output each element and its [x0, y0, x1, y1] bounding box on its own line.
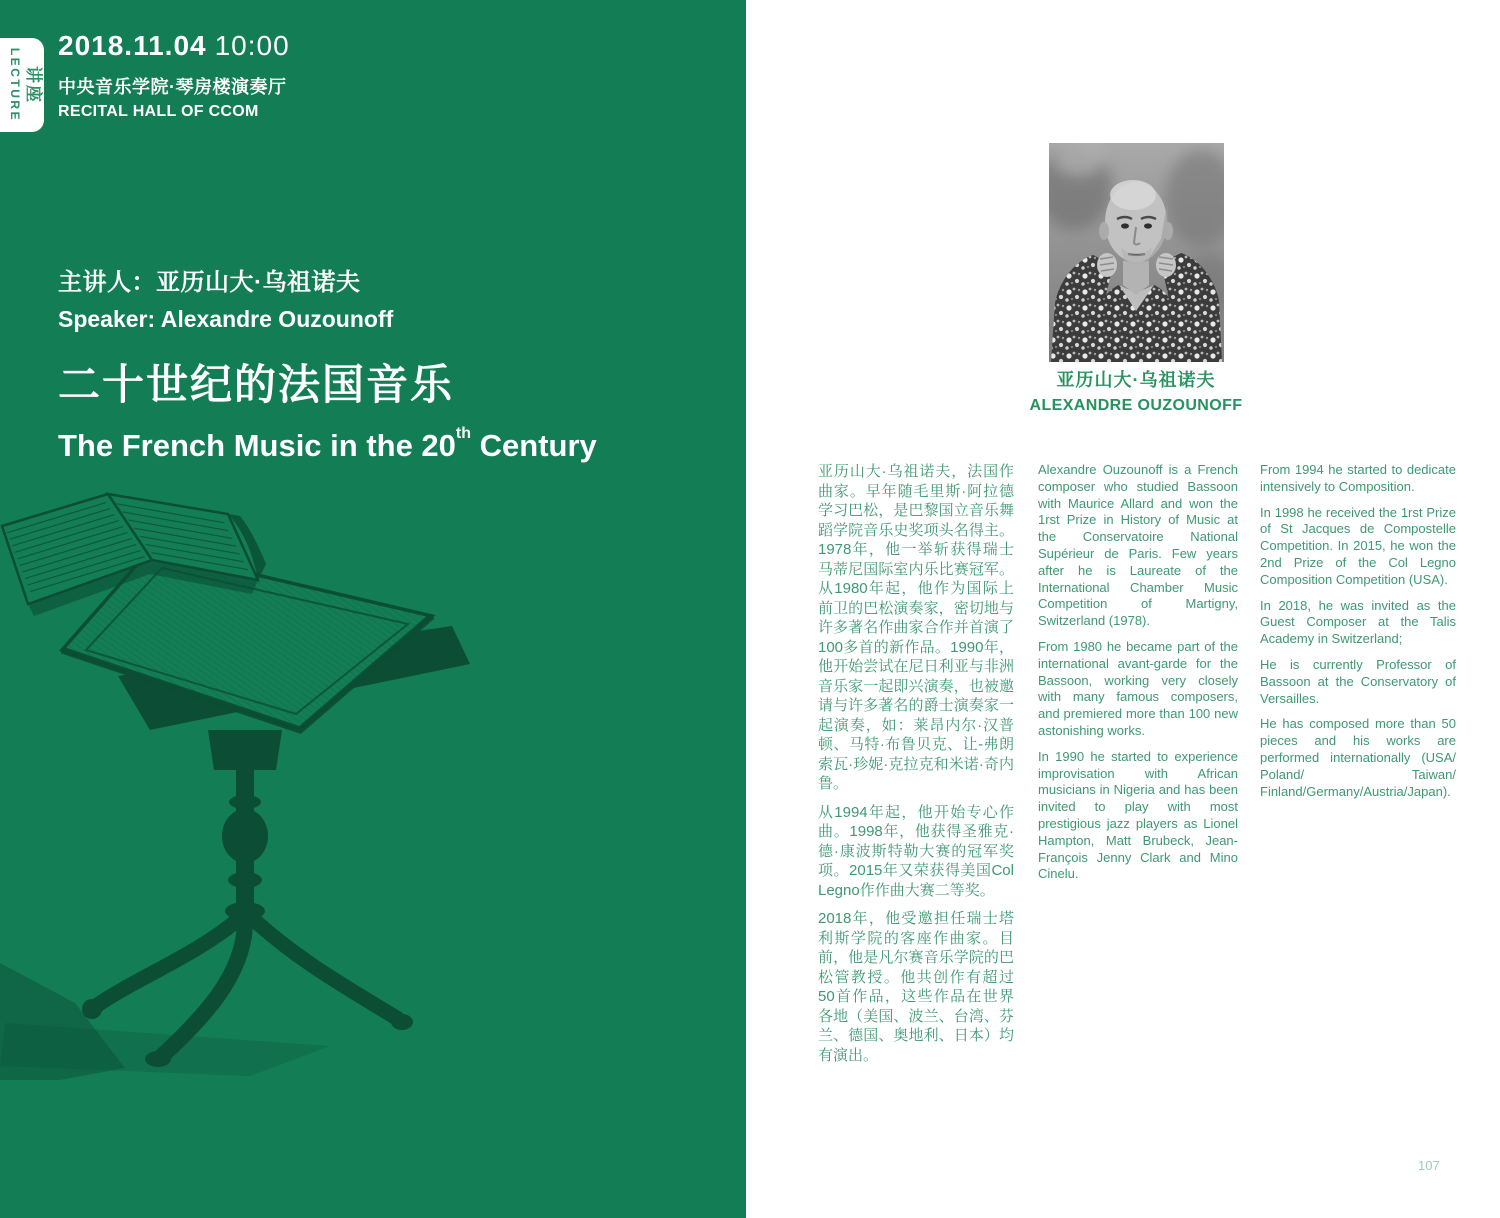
biography-columns: [818, 462, 1456, 1074]
bio-paragraph: In 1990 he started to experience improvisation with African musicians in Nigeria and has been invited to play with most prestigious jazz players as Lionel Hampton, Matt Brubeck, Jean-François Jenny Clark and Mino Cinelu.: [1038, 748, 1238, 882]
title-en-superscript: th: [455, 425, 472, 442]
bio-paragraph: 2018年，他受邀担任瑞士塔利斯学院的客座作曲家。目前，他是凡尔赛音乐学院的巴松管教授。他共创作有超过50首作品，这些作品在世界各地（美国、波兰、台湾、芬兰、德国、奥地利、日本）均有演出。: [818, 910, 1014, 1064]
speaker-cn: 主讲人：亚历山大·乌祖诺夫: [58, 269, 361, 296]
venue-en: RECITAL HALL OF CCOM: [58, 103, 259, 120]
tab-label-en: LECTURE: [8, 47, 22, 123]
title-en-tail: Century: [471, 428, 597, 463]
event-time: 10:00: [214, 30, 290, 61]
lecture-title-en: [58, 425, 597, 464]
speaker-name-cn: 亚历山大·乌祖诺夫: [1056, 370, 1216, 390]
bio-paragraph: From 1980 he became part of the international avant-garde for the Bassoon, working very closely with many famous composers, and premiered more than 100 new astonishing works.: [1038, 638, 1238, 738]
speaker-block: [58, 262, 393, 333]
bio-paragraph: In 2018, he was invited as the Guest Composer at the Talis Academy in Switzerland;: [1260, 597, 1456, 647]
venue-cn: 中央音乐学院·琴房楼演奏厅: [58, 77, 287, 97]
biography-column-english-1: [1038, 462, 1238, 1074]
music-stand-engraving-illustration: [0, 468, 500, 1080]
lecture-tab-label: [0, 38, 44, 132]
biography-page: [746, 0, 1500, 1218]
biography-column-chinese: [818, 462, 1014, 1074]
bio-paragraph: He has composed more than 50 pieces and his works are performed internationally (USA/ Poland/ Taiwan/ Finland/Germany/Austria/Japan).: [1260, 716, 1456, 799]
bio-paragraph: Alexandre Ouzounoff is a French composer who studied Bassoon with Maurice Allard and won the 1rst Prize in History of Music at the Conservatoire National Supérieur de Paris. Few years after he is Laureate of the International Chamber Music Competition of Martigny, Switzerland (1978).: [1038, 462, 1238, 629]
speaker-name-en: ALEXANDRE OUZOUNOFF: [1029, 397, 1243, 414]
speaker-en: Speaker: Alexandre Ouzounoff: [58, 306, 394, 332]
bio-paragraph: 从1994年起，他开始专心作曲。1998年，他获得圣雅克·德·康波斯特勒大赛的冠军奖项。2015年又荣获得美国Col Legno作作曲大赛二等奖。: [818, 803, 1014, 899]
bio-paragraph: He is currently Professor of Bassoon at the Conservatory of Versailles.: [1260, 656, 1456, 706]
tab-label-cn: 讲座: [24, 66, 43, 104]
bio-paragraph: From 1994 he started to dedicate intensively to Composition.: [1260, 462, 1456, 494]
speaker-name-caption: [996, 366, 1276, 415]
biography-column-english-2: [1260, 462, 1456, 1074]
bio-paragraph: In 1998 he received the 1rst Prize of St Jacques de Compostelle Competition. In 2015, he won the 2nd Prize of the Col Legno Composition Competition (USA).: [1260, 504, 1456, 587]
event-date: 2018.11.04: [58, 30, 207, 61]
portrait-photo: [1049, 143, 1224, 362]
lecture-title-block: [58, 352, 597, 464]
page-number: 107: [1418, 1158, 1440, 1173]
lecture-tab: [0, 38, 44, 132]
lecture-info-page: [0, 0, 746, 1218]
bio-paragraph: 亚历山大·乌祖诺夫，法国作曲家。早年随毛里斯·阿拉德学习巴松，是巴黎国立音乐舞蹈学院音乐史奖项头名得主。1978年，他一举斩获得瑞士马蒂尼国际室内乐比赛冠军。从1980年起，他作为国际上前卫的巴松演奏家，密切地与许多著名作曲家合作并首演了100多首的新作品。1990年，他开始尝试在尼日利亚与非洲音乐家一起即兴演奏，也被邀请与许多著名的爵士演奏家一起演奏，如：莱昂内尔·汉普顿、马特·布鲁贝克、让-弗朗索瓦·珍妮·克拉克和米诺·奇内鲁。: [818, 463, 1014, 792]
event-datetime: [58, 30, 290, 62]
event-header: [58, 30, 290, 121]
lecture-title-cn: 二十世纪的法国音乐: [58, 361, 455, 408]
title-en-main: The French Music in the 20: [58, 428, 456, 463]
